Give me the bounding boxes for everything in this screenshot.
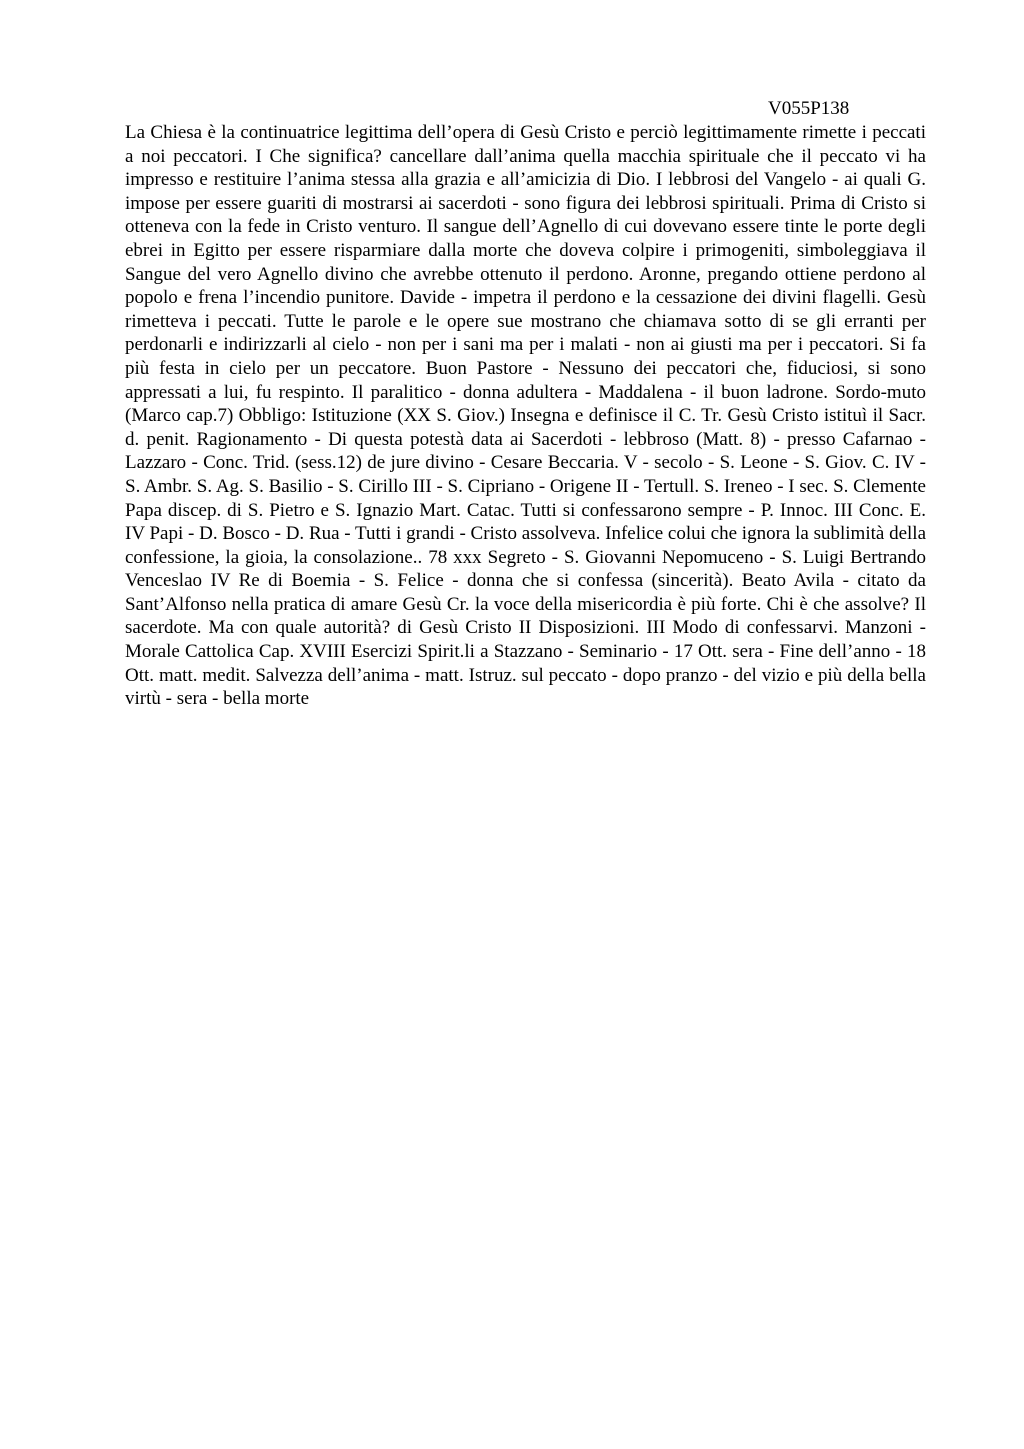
body-text: La Chiesa è la continuatrice legittima dell’opera di Gesù Cristo e perciò legittimamente rimette i peccati a noi peccatori. I Che significa? cancellare dall’anima quella macchia spirituale che il peccato vi ha impresso e restituire l’anima stessa alla grazia e all’amicizia di Dio. I lebbrosi del Vangelo - ai quali G. impose per essere guariti di mostrarsi ai sacerdoti - sono figura dei lebbrosi spirituali. Prima di Cristo si otteneva con la fede in Cristo venturo. Il sangue dell’Agnello di cui dovevano essere tinte le porte degli ebrei in Egitto per essere risparmiare dalla morte che doveva colpire i primogeniti, simboleggiava il Sangue del vero Agnello divino che avrebbe ottenuto il perdono. Aronne, pregando ottiene perdono al popolo e frena l’incendio punitore. Davide - impetra il perdono e la cessazione dei divini flagelli. Gesù rimetteva i peccati. Tutte le parole e le opere sue mostrano che chiamava sotto di se gli erranti per perdonarli e indirizzarli al cielo - non per i sani ma per i malati - non ai giusti ma per i peccatori. Si fa più festa in cielo per un peccatore. Buon Pastore - Nessuno dei peccatori che, fiduciosi, si sono appressati a lui, fu respinto. Il paralitico - donna adultera - Maddalena - il buon ladrone. Sordo-muto (Marco cap.7) Obbligo: Istituzione (XX S. Giov.) Insegna e definisce il C. Tr. Gesù Cristo istituì il Sacr. d. penit. Ragionamento - Di questa potestà data ai Sacerdoti - lebbroso (Matt. 8) - presso Cafarnao - Lazzaro - Conc. Trid. (sess.12) de jure divino - Cesare Beccaria. V - secolo - S. Leone - S. Giov. C. IV - S. Ambr. S. Ag. S. Basilio - S. Cirillo III - S. Cipriano - Origene II - Tertull. S. Ireneo - I sec. S. Clemente Papa discep. di S. Pietro e S. Ignazio Mart. Catac. Tutti si confessarono sempre - P. Innoc. III Conc. E. IV Papi - D. Bosco - D. Rua - Tutti i grandi - Cristo assolveva. Infelice colui che ignora la sublimità della confessione, la gioia, la consolazione.. 78 xxx Segreto - S. Giovanni Nepomuceno - S. Luigi Bertrando Venceslao IV Re di Boemia - S. Felice - donna che si confessa (sincerità). Beato Avila - citato da Sant’Alfonso nella pratica di amare Gesù Cr. la voce della misericordia è più forte. Chi è che assolve? Il sacerdote. Ma con quale autorità? di Gesù Cristo II Disposizioni. III Modo di confessarvi. Manzoni - Morale Cattolica Cap. XVIII Esercizi Spirit.li a Stazzano - Seminario - 17 Ott. sera - Fine dell’anno - 18 Ott. matt. medit. Salvezza dell’anima - matt. Istruz. sul peccato - dopo pranzo - del vizio e più della bella virtù - sera - bella morte [125, 122, 926, 710]
page-code: V055P138 [768, 98, 850, 119]
